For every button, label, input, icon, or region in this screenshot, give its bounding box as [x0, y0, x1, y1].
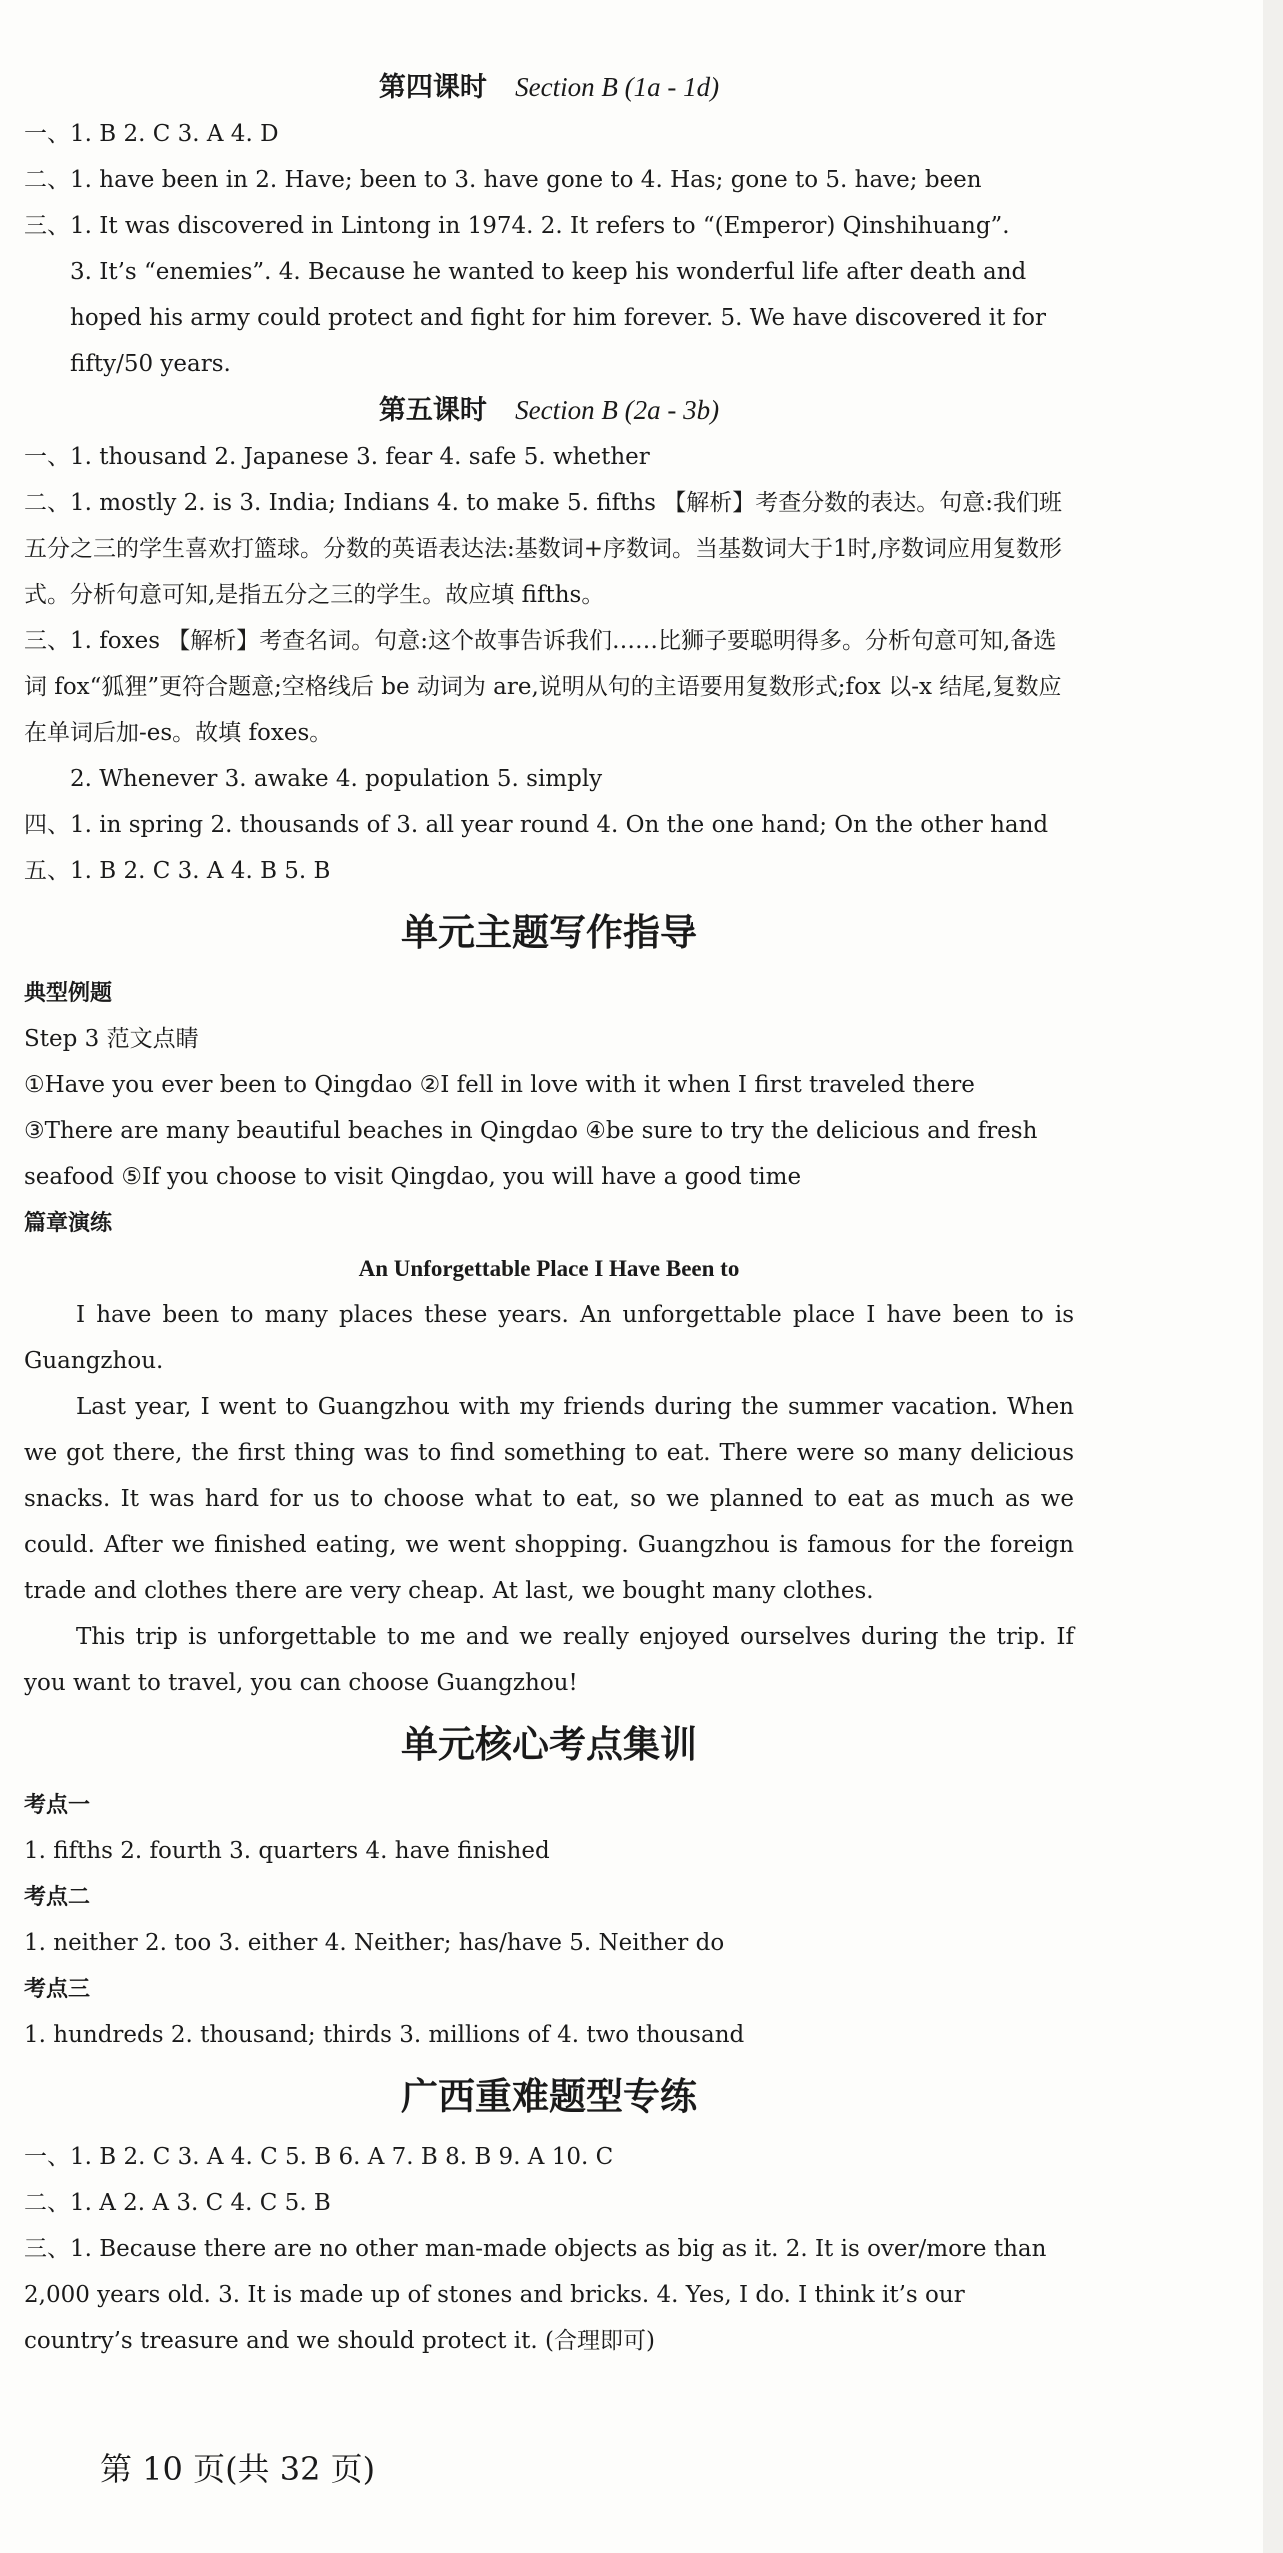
lesson4-q1: 一、1. B 2. C 3. A 4. D [24, 121, 279, 147]
practice-label: 篇章演练 [24, 1210, 113, 1236]
page-number: 第 10 页(共 32 页) [100, 2450, 376, 2488]
core-k2: 1. neither 2. too 3. either 4. Neither; has/have 5. Neither do [24, 1930, 725, 1956]
lesson5-q1: 一、1. thousand 2. Japanese 3. fear 4. safe 5. whether [24, 444, 650, 470]
core-k3-label: 考点三 [24, 1976, 91, 2002]
guangxi-q1: 一、1. B 2. C 3. A 4. C 5. B 6. A 7. B 8. B 9. A 10. C [24, 2144, 614, 2170]
page-content [24, 64, 1074, 2364]
example-label: 典型例题 [24, 980, 113, 1006]
core-k2-label: 考点二 [24, 1884, 91, 1910]
essay-title: An Unforgettable Place I Have Been to [358, 1256, 740, 1281]
lesson5-heading [24, 387, 1074, 434]
core-heading: 单元核心考点集训 [401, 1722, 697, 1766]
core-k1-label: 考点一 [24, 1792, 91, 1818]
writing-heading: 单元主题写作指导 [401, 910, 697, 954]
lesson4-heading [24, 64, 1074, 111]
lesson4-section: Section B (1a - 1d) [515, 72, 720, 102]
lesson4-q3-b: 3. It’s “enemies”. 4. Because he wanted to keep his wonderful life after death and hoped his army could protect and fight for him forever. 5. We have discovered it for fifty/50 years. [70, 259, 1047, 377]
lesson5-q3-b: 2. Whenever 3. awake 4. population 5. simply [70, 766, 603, 792]
lesson5-q3: 三、1. foxes 【解析】考查名词。句意:这个故事告诉我们……比狮子要聪明得多。分析句意可知,备选词 fox“狐狸”更符合题意;空格线后 be 动词为 are,说明从句的主语要用复数形式;fox 以-x 结尾,复数应在单词后加-es。故填 foxes。 [24, 628, 1062, 746]
lesson4-title: 第四课时 [378, 72, 487, 103]
core-k3: 1. hundreds 2. thousand; thirds 3. millions of 4. two thousand [24, 2022, 745, 2048]
essay-paragraph-2: Last year, I went to Guangzhou with my friends during the summer vacation. When we got there, the first thing was to find something to eat. There were so many delicious snacks. It was hard for us to choose what to eat, so we planned to eat as much as we could. After we finished eating, we went shopping. Guangzhou is famous for the foreign trade and clothes there are very cheap. At last, we bought many clothes. [24, 1394, 1074, 1604]
guangxi-q3: 三、1. Because there are no other man-made objects as big as it. 2. It is over/more than 2,000 years old. 3. It is made up of stones and bricks. 4. Yes, I do. I think it’s our country’s treasure and we should protect it. (合理即可) [24, 2236, 1047, 2354]
lesson5-q2: 二、1. mostly 2. is 3. India; Indians 4. to make 5. fifths 【解析】考查分数的表达。句意:我们班五分之三的学生喜欢打篮球。分数的英语表达法:基数词+序数词。当基数词大于1时,序数词应用复数形式。分析句意可知,是指五分之三的学生。故应填 fifths。 [24, 490, 1063, 608]
guangxi-q2: 二、1. A 2. A 3. C 4. C 5. B [24, 2190, 331, 2216]
lesson5-title: 第五课时 [378, 395, 487, 426]
lesson4-q2: 二、1. have been in 2. Have; been to 3. have gone to 4. Has; gone to 5. have; been [24, 167, 982, 193]
core-k1: 1. fifths 2. fourth 3. quarters 4. have finished [24, 1838, 550, 1864]
guangxi-heading: 广西重难题型专练 [401, 2074, 697, 2118]
essay-paragraph-3: This trip is unforgettable to me and we really enjoyed ourselves during the trip. If you want to travel, you can choose Guangzhou! [24, 1624, 1074, 1696]
lesson5-section: Section B (2a - 3b) [515, 395, 720, 425]
lesson5-q5: 五、1. B 2. C 3. A 4. B 5. B [24, 858, 331, 884]
model-line-2: ③There are many beautiful beaches in Qingdao ④be sure to try the delicious and fresh seafood ⑤If you choose to visit Qingdao, you will have a good time [24, 1118, 1038, 1190]
lesson5-q4: 四、1. in spring 2. thousands of 3. all year round 4. On the one hand; On the other hand [24, 812, 1049, 838]
page-edge-shadow [1263, 0, 1283, 2553]
model-line-1: ①Have you ever been to Qingdao ②I fell in love with it when I first traveled there [24, 1072, 975, 1098]
essay-paragraph-1: I have been to many places these years. An unforgettable place I have been to is Guangzhou. [24, 1302, 1074, 1374]
step-label: Step 3 范文点睛 [24, 1026, 199, 1052]
lesson4-q3-a: 三、1. It was discovered in Lintong in 1974. 2. It refers to “(Emperor) Qinshihuang”. [24, 213, 1010, 239]
